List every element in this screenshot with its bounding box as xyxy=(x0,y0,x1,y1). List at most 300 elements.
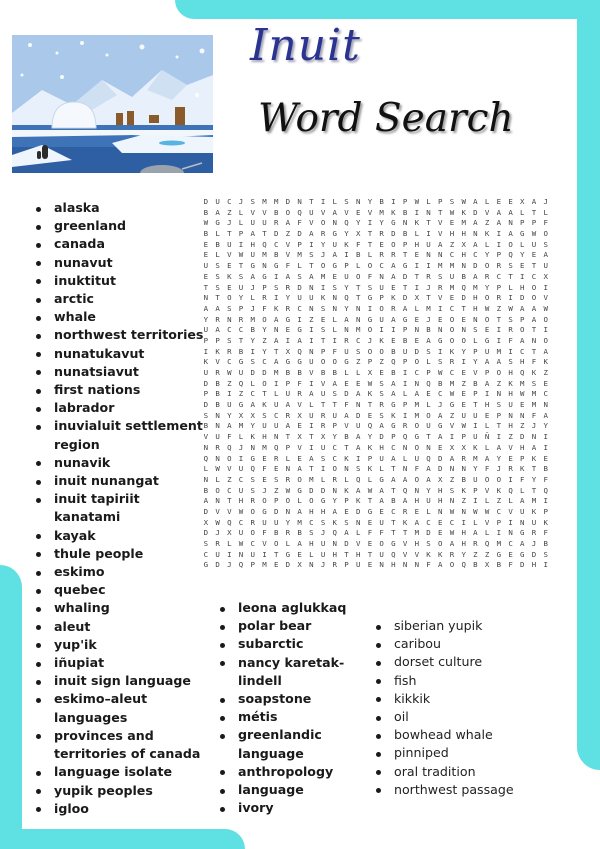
grid-letter[interactable]: T xyxy=(215,293,220,303)
grid-letter[interactable]: Z xyxy=(285,229,291,239)
grid-letter[interactable]: R xyxy=(262,293,267,303)
grid-letter[interactable]: U xyxy=(332,239,337,249)
grid-letter[interactable]: L xyxy=(426,197,431,206)
grid-letter[interactable]: P xyxy=(402,357,408,367)
grid-letter[interactable]: Q xyxy=(484,539,490,548)
grid-letter[interactable]: Y xyxy=(473,357,478,367)
grid-letter[interactable]: B xyxy=(320,368,326,377)
grid-letter[interactable]: A xyxy=(473,528,478,538)
grid-letter[interactable]: I xyxy=(238,239,244,249)
grid-letter[interactable]: E xyxy=(438,442,443,452)
grid-letter[interactable]: K xyxy=(402,517,408,527)
grid-letter[interactable]: A xyxy=(391,271,396,281)
grid-letter[interactable]: O xyxy=(414,474,420,484)
grid-letter[interactable]: O xyxy=(484,293,490,303)
grid-letter[interactable]: C xyxy=(449,303,455,313)
grid-letter[interactable]: A xyxy=(379,421,384,431)
grid-letter[interactable]: I xyxy=(496,239,502,249)
grid-letter[interactable]: I xyxy=(227,389,232,399)
grid-letter[interactable]: S xyxy=(238,271,244,281)
grid-letter[interactable]: F xyxy=(508,560,513,570)
grid-letter[interactable]: I xyxy=(543,282,548,292)
grid-letter[interactable]: V xyxy=(215,506,220,516)
grid-letter[interactable]: R xyxy=(285,303,291,313)
grid-letter[interactable]: T xyxy=(273,549,279,559)
grid-letter[interactable]: O xyxy=(379,303,384,313)
grid-letter[interactable]: O xyxy=(367,261,373,271)
grid-letter[interactable]: E xyxy=(414,250,420,260)
grid-letter[interactable]: K xyxy=(344,485,349,495)
grid-letter[interactable]: E xyxy=(344,378,349,388)
grid-letter[interactable]: F xyxy=(414,464,420,474)
grid-letter[interactable]: R xyxy=(473,539,478,548)
grid-letter[interactable]: O xyxy=(484,314,490,324)
grid-letter[interactable]: Z xyxy=(543,368,548,377)
grid-letter[interactable]: D xyxy=(297,282,302,292)
grid-letter[interactable]: G xyxy=(484,335,490,345)
grid-letter[interactable]: E xyxy=(320,314,326,324)
grid-letter[interactable]: G xyxy=(367,314,373,324)
grid-letter[interactable]: A xyxy=(344,314,349,324)
grid-letter[interactable]: B xyxy=(203,229,209,239)
grid-letter[interactable]: W xyxy=(543,303,548,313)
grid-letter[interactable]: K xyxy=(227,271,232,281)
grid-letter[interactable]: A xyxy=(531,442,537,452)
grid-letter[interactable]: X xyxy=(461,442,466,452)
grid-letter[interactable]: N xyxy=(355,303,361,313)
grid-letter[interactable]: L xyxy=(309,549,314,559)
grid-letter[interactable]: C xyxy=(438,389,443,399)
grid-letter[interactable]: W xyxy=(238,539,244,548)
grid-letter[interactable]: R xyxy=(285,474,291,484)
grid-letter[interactable]: I xyxy=(414,207,420,217)
grid-letter[interactable]: G xyxy=(496,549,502,559)
grid-letter[interactable]: T xyxy=(531,261,537,271)
grid-letter[interactable]: P xyxy=(367,357,373,367)
grid-letter[interactable]: O xyxy=(262,378,267,388)
grid-letter[interactable]: Q xyxy=(297,346,302,356)
grid-letter[interactable]: Q xyxy=(297,207,302,217)
grid-letter[interactable]: N xyxy=(262,261,267,271)
grid-letter[interactable]: O xyxy=(250,528,255,538)
grid-letter[interactable]: T xyxy=(391,464,396,474)
grid-letter[interactable]: T xyxy=(320,335,326,345)
grid-letter[interactable]: E xyxy=(355,378,361,388)
grid-letter[interactable]: N xyxy=(273,325,279,335)
grid-letter[interactable]: R xyxy=(227,346,232,356)
grid-letter[interactable]: K xyxy=(391,207,396,217)
grid-letter[interactable]: S xyxy=(355,464,361,474)
grid-letter[interactable]: R xyxy=(320,410,326,420)
grid-letter[interactable]: N xyxy=(332,293,337,303)
grid-letter[interactable]: O xyxy=(414,357,420,367)
grid-letter[interactable]: C xyxy=(543,389,548,399)
grid-letter[interactable]: P xyxy=(238,229,244,239)
grid-letter[interactable]: O xyxy=(262,314,267,324)
grid-letter[interactable]: H xyxy=(520,282,525,292)
grid-letter[interactable]: X xyxy=(285,346,291,356)
grid-letter[interactable]: B xyxy=(297,528,302,538)
grid-letter[interactable]: I xyxy=(438,346,443,356)
grid-letter[interactable]: N xyxy=(285,464,291,474)
grid-letter[interactable]: Y xyxy=(484,250,490,260)
grid-letter[interactable]: S xyxy=(449,197,455,206)
grid-letter[interactable]: R xyxy=(379,250,384,260)
grid-letter[interactable]: T xyxy=(344,442,349,452)
grid-letter[interactable]: H xyxy=(461,539,466,548)
grid-letter[interactable]: T xyxy=(238,261,244,271)
grid-letter[interactable]: A xyxy=(203,496,209,506)
grid-letter[interactable]: E xyxy=(355,207,361,217)
grid-letter[interactable]: I xyxy=(543,432,548,442)
grid-letter[interactable]: O xyxy=(273,539,279,548)
grid-letter[interactable]: A xyxy=(531,197,537,206)
grid-letter[interactable]: R xyxy=(285,410,291,420)
grid-letter[interactable]: N xyxy=(238,549,244,559)
grid-letter[interactable]: I xyxy=(309,239,314,249)
grid-letter[interactable]: U xyxy=(379,517,384,527)
grid-letter[interactable]: A xyxy=(426,474,431,484)
grid-letter[interactable]: R xyxy=(402,506,408,516)
grid-letter[interactable]: I xyxy=(414,282,420,292)
grid-letter[interactable]: N xyxy=(203,474,209,484)
grid-letter[interactable]: R xyxy=(449,549,455,559)
grid-letter[interactable]: E xyxy=(367,539,373,548)
grid-letter[interactable]: S xyxy=(543,549,548,559)
grid-letter[interactable]: K xyxy=(543,517,548,527)
grid-letter[interactable]: V xyxy=(309,218,314,228)
grid-letter[interactable]: L xyxy=(484,239,490,249)
grid-letter[interactable]: N xyxy=(508,410,513,420)
grid-letter[interactable]: V xyxy=(484,517,490,527)
grid-letter[interactable]: A xyxy=(285,218,291,228)
grid-letter[interactable]: Y xyxy=(203,314,209,324)
grid-letter[interactable]: D xyxy=(520,432,525,442)
grid-letter[interactable]: T xyxy=(391,485,396,495)
grid-letter[interactable]: K xyxy=(531,506,537,516)
grid-letter[interactable]: S xyxy=(297,271,302,281)
grid-letter[interactable]: G xyxy=(297,357,302,367)
grid-letter[interactable]: E xyxy=(531,250,537,260)
grid-letter[interactable]: I xyxy=(273,378,279,388)
grid-letter[interactable]: F xyxy=(543,218,548,228)
grid-letter[interactable]: H xyxy=(484,400,490,410)
grid-letter[interactable]: O xyxy=(484,261,490,271)
grid-letter[interactable]: N xyxy=(473,229,478,239)
grid-letter[interactable]: C xyxy=(508,539,513,548)
grid-letter[interactable]: C xyxy=(227,197,232,206)
grid-letter[interactable]: Z xyxy=(473,549,478,559)
grid-letter[interactable]: A xyxy=(391,261,396,271)
grid-letter[interactable]: W xyxy=(238,250,244,260)
grid-letter[interactable]: O xyxy=(461,335,466,345)
grid-letter[interactable]: L xyxy=(344,474,349,484)
grid-letter[interactable]: M xyxy=(297,517,302,527)
grid-letter[interactable]: R xyxy=(391,250,396,260)
grid-letter[interactable]: O xyxy=(414,421,420,431)
grid-letter[interactable]: G xyxy=(285,314,291,324)
grid-letter[interactable]: W xyxy=(449,207,455,217)
grid-letter[interactable]: O xyxy=(449,560,455,570)
grid-letter[interactable]: U xyxy=(309,410,314,420)
grid-letter[interactable]: H xyxy=(438,485,443,495)
grid-letter[interactable]: A xyxy=(391,474,396,484)
grid-letter[interactable]: L xyxy=(473,517,478,527)
grid-letter[interactable]: S xyxy=(273,282,279,292)
grid-letter[interactable]: Y xyxy=(484,282,490,292)
grid-letter[interactable]: D xyxy=(285,197,291,206)
grid-letter[interactable]: G xyxy=(391,539,396,548)
grid-letter[interactable]: A xyxy=(391,453,396,463)
grid-letter[interactable]: A xyxy=(426,335,431,345)
grid-letter[interactable]: Y xyxy=(332,432,337,442)
grid-letter[interactable]: L xyxy=(250,378,255,388)
grid-letter[interactable]: N xyxy=(332,218,337,228)
grid-letter[interactable]: V xyxy=(438,229,443,239)
grid-letter[interactable]: V xyxy=(262,207,267,217)
grid-letter[interactable]: R xyxy=(250,496,255,506)
grid-letter[interactable]: U xyxy=(203,261,209,271)
grid-letter[interactable]: D xyxy=(473,207,478,217)
grid-letter[interactable]: S xyxy=(379,389,384,399)
grid-letter[interactable]: I xyxy=(543,442,548,452)
grid-letter[interactable]: Y xyxy=(262,346,267,356)
grid-letter[interactable]: A xyxy=(297,506,302,516)
grid-letter[interactable]: K xyxy=(379,335,384,345)
grid-letter[interactable]: R xyxy=(344,335,349,345)
grid-letter[interactable]: K xyxy=(414,218,420,228)
grid-letter[interactable]: A xyxy=(402,496,408,506)
grid-letter[interactable]: X xyxy=(414,293,420,303)
grid-letter[interactable]: C xyxy=(379,261,384,271)
grid-letter[interactable]: L xyxy=(414,303,420,313)
grid-letter[interactable]: N xyxy=(227,314,232,324)
grid-letter[interactable]: C xyxy=(262,357,267,367)
grid-letter[interactable]: E xyxy=(203,239,209,249)
grid-letter[interactable]: O xyxy=(414,442,420,452)
grid-letter[interactable]: G xyxy=(391,421,396,431)
grid-letter[interactable]: S xyxy=(262,410,267,420)
grid-letter[interactable]: F xyxy=(508,335,513,345)
grid-letter[interactable]: J xyxy=(215,528,220,538)
grid-letter[interactable]: C xyxy=(273,239,279,249)
grid-letter[interactable]: S xyxy=(344,517,349,527)
grid-letter[interactable]: N xyxy=(309,346,314,356)
grid-letter[interactable]: Y xyxy=(262,325,267,335)
grid-letter[interactable]: C xyxy=(309,517,314,527)
grid-letter[interactable]: D xyxy=(426,528,431,538)
grid-letter[interactable]: E xyxy=(297,549,302,559)
grid-letter[interactable]: M xyxy=(496,539,502,548)
grid-letter[interactable]: P xyxy=(203,389,209,399)
grid-letter[interactable]: V xyxy=(508,442,513,452)
grid-letter[interactable]: S xyxy=(508,314,513,324)
grid-letter[interactable]: V xyxy=(438,293,443,303)
grid-letter[interactable]: H xyxy=(508,421,513,431)
grid-letter[interactable]: Y xyxy=(250,335,255,345)
grid-letter[interactable]: L xyxy=(285,453,291,463)
grid-letter[interactable]: U xyxy=(320,539,326,548)
grid-letter[interactable]: O xyxy=(227,293,232,303)
grid-letter[interactable]: Y xyxy=(285,293,291,303)
grid-letter[interactable]: V xyxy=(227,464,232,474)
grid-letter[interactable]: R xyxy=(320,229,326,239)
grid-letter[interactable]: S xyxy=(250,485,255,495)
grid-letter[interactable]: A xyxy=(285,400,291,410)
grid-letter[interactable]: B xyxy=(461,474,466,484)
grid-letter[interactable]: K xyxy=(367,442,373,452)
grid-letter[interactable]: U xyxy=(297,293,302,303)
grid-letter[interactable]: X xyxy=(367,368,373,377)
grid-letter[interactable]: T xyxy=(309,432,314,442)
grid-letter[interactable]: Z xyxy=(379,357,384,367)
grid-letter[interactable]: R xyxy=(391,303,396,313)
grid-letter[interactable]: Y xyxy=(320,239,326,249)
grid-letter[interactable]: M xyxy=(273,368,279,377)
grid-letter[interactable]: O xyxy=(285,207,291,217)
grid-letter[interactable]: A xyxy=(215,303,220,313)
grid-letter[interactable]: K xyxy=(250,432,255,442)
grid-letter[interactable]: C xyxy=(203,549,209,559)
grid-letter[interactable]: B xyxy=(473,560,478,570)
grid-letter[interactable]: Z xyxy=(484,549,490,559)
grid-letter[interactable]: B xyxy=(355,250,361,260)
grid-letter[interactable]: B xyxy=(402,207,408,217)
grid-letter[interactable]: I xyxy=(320,282,326,292)
grid-letter[interactable]: V xyxy=(227,506,232,516)
grid-letter[interactable]: L xyxy=(520,239,525,249)
grid-letter[interactable]: U xyxy=(227,239,232,249)
grid-letter[interactable]: M xyxy=(262,560,267,570)
grid-letter[interactable]: A xyxy=(215,207,220,217)
grid-letter[interactable]: V xyxy=(367,207,373,217)
grid-letter[interactable]: I xyxy=(285,335,291,345)
grid-letter[interactable]: M xyxy=(473,282,478,292)
grid-letter[interactable]: N xyxy=(344,325,349,335)
grid-letter[interactable]: A xyxy=(543,250,548,260)
grid-letter[interactable]: T xyxy=(285,432,291,442)
grid-letter[interactable]: T xyxy=(414,271,420,281)
grid-letter[interactable]: N xyxy=(332,539,337,548)
grid-letter[interactable]: A xyxy=(355,432,361,442)
grid-letter[interactable]: O xyxy=(227,453,232,463)
grid-letter[interactable]: Y xyxy=(344,282,349,292)
grid-letter[interactable]: U xyxy=(379,549,384,559)
grid-letter[interactable]: I xyxy=(543,325,548,335)
grid-letter[interactable]: U xyxy=(449,271,455,281)
grid-letter[interactable]: S xyxy=(227,303,232,313)
grid-letter[interactable]: O xyxy=(250,506,255,516)
grid-letter[interactable]: L xyxy=(484,197,490,206)
grid-letter[interactable]: S xyxy=(367,282,373,292)
grid-letter[interactable]: N xyxy=(461,464,466,474)
grid-letter[interactable]: P xyxy=(262,282,267,292)
grid-letter[interactable]: E xyxy=(461,400,466,410)
grid-letter[interactable]: M xyxy=(297,250,302,260)
grid-letter[interactable]: Z xyxy=(508,432,513,442)
grid-letter[interactable]: U xyxy=(426,239,431,249)
grid-letter[interactable]: B xyxy=(215,239,220,249)
grid-letter[interactable]: P xyxy=(379,293,384,303)
grid-letter[interactable]: M xyxy=(449,378,455,388)
grid-letter[interactable]: H xyxy=(250,239,255,249)
grid-letter[interactable]: D xyxy=(250,368,255,377)
grid-letter[interactable]: G xyxy=(438,421,443,431)
grid-letter[interactable]: U xyxy=(508,400,513,410)
grid-letter[interactable]: K xyxy=(344,453,349,463)
grid-letter[interactable]: G xyxy=(297,485,302,495)
grid-letter[interactable]: C xyxy=(227,357,232,367)
grid-letter[interactable]: L xyxy=(402,453,408,463)
grid-letter[interactable]: U xyxy=(344,271,349,281)
grid-letter[interactable]: X xyxy=(203,517,209,527)
grid-letter[interactable]: G xyxy=(320,496,326,506)
grid-letter[interactable]: A xyxy=(355,442,361,452)
grid-letter[interactable]: Z xyxy=(449,239,455,249)
grid-letter[interactable]: Y xyxy=(543,421,548,431)
grid-letter[interactable]: M xyxy=(531,400,537,410)
grid-letter[interactable]: F xyxy=(520,474,525,484)
grid-letter[interactable]: L xyxy=(379,464,384,474)
grid-letter[interactable]: M xyxy=(414,528,420,538)
grid-letter[interactable]: Q xyxy=(391,549,396,559)
grid-letter[interactable]: W xyxy=(238,506,244,516)
grid-letter[interactable]: B xyxy=(496,560,502,570)
grid-letter[interactable]: J xyxy=(227,218,232,228)
grid-letter[interactable]: E xyxy=(262,474,267,484)
grid-letter[interactable]: U xyxy=(238,368,244,377)
grid-letter[interactable]: A xyxy=(473,239,478,249)
grid-letter[interactable]: Z xyxy=(496,496,502,506)
grid-letter[interactable]: U xyxy=(273,421,279,431)
grid-letter[interactable]: C xyxy=(391,442,396,452)
grid-letter[interactable]: B xyxy=(391,496,396,506)
grid-letter[interactable]: P xyxy=(461,432,466,442)
grid-letter[interactable]: S xyxy=(344,197,349,206)
grid-letter[interactable]: O xyxy=(262,496,267,506)
grid-letter[interactable]: H xyxy=(332,549,337,559)
grid-letter[interactable]: A xyxy=(496,442,502,452)
grid-letter[interactable]: G xyxy=(262,506,267,516)
grid-letter[interactable]: N xyxy=(496,389,502,399)
grid-letter[interactable]: N xyxy=(414,378,420,388)
grid-letter[interactable]: A xyxy=(438,432,443,442)
grid-letter[interactable]: M xyxy=(379,207,384,217)
grid-letter[interactable]: U xyxy=(273,517,279,527)
grid-letter[interactable]: S xyxy=(449,485,455,495)
grid-letter[interactable]: R xyxy=(508,464,513,474)
grid-letter[interactable]: A xyxy=(309,389,314,399)
grid-letter[interactable]: N xyxy=(402,464,408,474)
grid-letter[interactable]: X xyxy=(250,410,255,420)
grid-letter[interactable]: L xyxy=(484,421,490,431)
grid-letter[interactable]: E xyxy=(297,421,302,431)
grid-letter[interactable]: A xyxy=(484,378,490,388)
grid-letter[interactable]: E xyxy=(508,453,513,463)
grid-letter[interactable]: C xyxy=(496,271,502,281)
grid-letter[interactable]: C xyxy=(227,325,232,335)
grid-letter[interactable]: O xyxy=(508,239,513,249)
grid-letter[interactable]: C xyxy=(426,517,431,527)
grid-letter[interactable]: U xyxy=(426,421,431,431)
grid-letter[interactable]: I xyxy=(320,464,326,474)
grid-letter[interactable]: B xyxy=(215,400,220,410)
grid-letter[interactable]: R xyxy=(215,368,220,377)
grid-letter[interactable]: N xyxy=(414,485,420,495)
grid-letter[interactable]: I xyxy=(543,560,548,570)
grid-letter[interactable]: J xyxy=(496,464,502,474)
grid-letter[interactable]: F xyxy=(262,464,267,474)
